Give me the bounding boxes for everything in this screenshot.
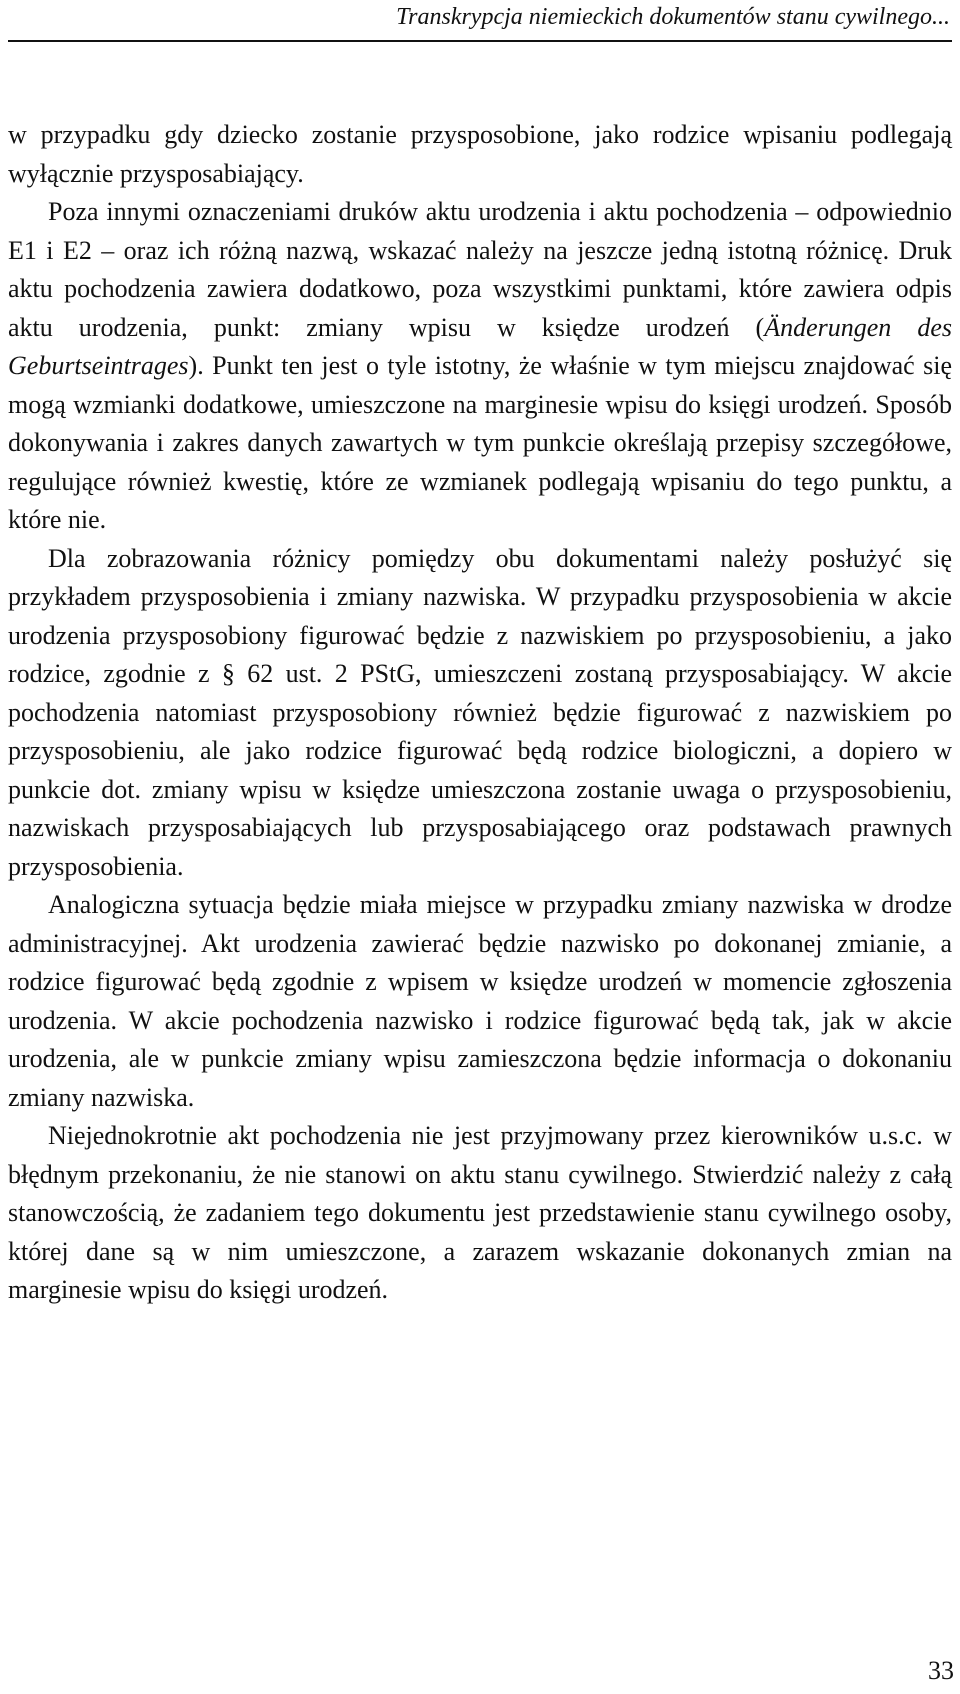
paragraph-2-german-term: Änderungen des Geburtseintrages — [8, 312, 952, 380]
paragraph-1: w przypadku gdy dziecko zostanie przysposobione, jako rodzice wpisaniu podlegają wyłącznie przysposabiający. — [8, 120, 952, 188]
running-header — [8, 2, 952, 42]
running-header-title: Transkrypcja niemieckich dokumentów stanu cywilnego... — [396, 4, 950, 30]
paragraph-3: Dla zobrazowania różnicy pomiędzy obu dokumentami należy posłużyć się przykładem przysposobienia i zmiany nazwiska. W przypadku przysposobienia w akcie urodzenia przysposobiony figurować będzie z nazwiskiem po przysposobieniu, a jako rodzice, zgodnie z § 62 ust. 2 PStG, umieszczeni zostaną przysposabiający. W akcie pochodzenia natomiast przysposobiony również będzie figurować z nazwiskiem po przysposobieniu, ale jako rodzice figurować będą rodzice biologiczni, a dopiero w punkcie dot. zmiany wpisu w księdze umieszczona zostanie uwaga o przysposobieniu, nazwiskach przysposabiających lub przysposabiającego oraz podstawach prawnych przysposobienia. — [8, 543, 952, 881]
paragraph-2 — [8, 193, 952, 540]
page-number: 33 — [928, 1656, 954, 1685]
paragraph-5: Niejednokrotnie akt pochodzenia nie jest przyjmowany przez kierowników u.s.c. w błędnym przekonaniu, że nie stanowi on aktu stanu cywilnego. Stwierdzić należy z całą stanowczością, że zadaniem tego dokumentu jest przedstawienie stanu cywilnego osoby, której dane są w nim umieszczone, a zarazem wskazanie dokonanych zmian na marginesie wpisu do księgi urodzeń. — [8, 1121, 952, 1304]
paragraph-2-tail: ). Punkt ten jest o tyle istotny, że właśnie w tym miejscu znajdować się mogą wzmianki dodatkowe, umieszczone na marginesie wpisu do księgi urodzeń. Sposób dokonywania i zakres danych zawartych w tym punkcie określają przepisy szczegółowe, regulujące również kwestię, które ze wzmianek podlegają wpisaniu do tego punktu, a które nie. — [8, 351, 952, 534]
paragraph-2-lead: Poza innymi oznaczeniami druków aktu urodzenia i aktu pochodzenia – odpowiednio E1 i E2 – oraz ich różną nazwą, wskazać należy na jeszcze jedną istotną różnicę. Druk aktu pochodzenia zawiera dodatkowo, poza wszystkimi punktami, które zawiera odpis aktu urodzenia, punkt: zmiany wpisu w księdze urodzeń ( — [8, 197, 952, 342]
body-text — [8, 116, 952, 1310]
paragraph-4: Analogiczna sytuacja będzie miała miejsce w przypadku zmiany nazwiska w drodze administracyjnej. Akt urodzenia zawierać będzie nazwisko po dokonanej zmianie, a rodzice figurować będą zgodnie z wpisem w księdze urodzeń w momencie zgłoszenia urodzenia. W akcie pochodzenia nazwisko i rodzice figurować będą tak, jak w akcie urodzenia, ale w punkcie zmiany wpisu zamieszczona będzie informacja o dokonaniu zmiany nazwiska. — [8, 890, 952, 1112]
